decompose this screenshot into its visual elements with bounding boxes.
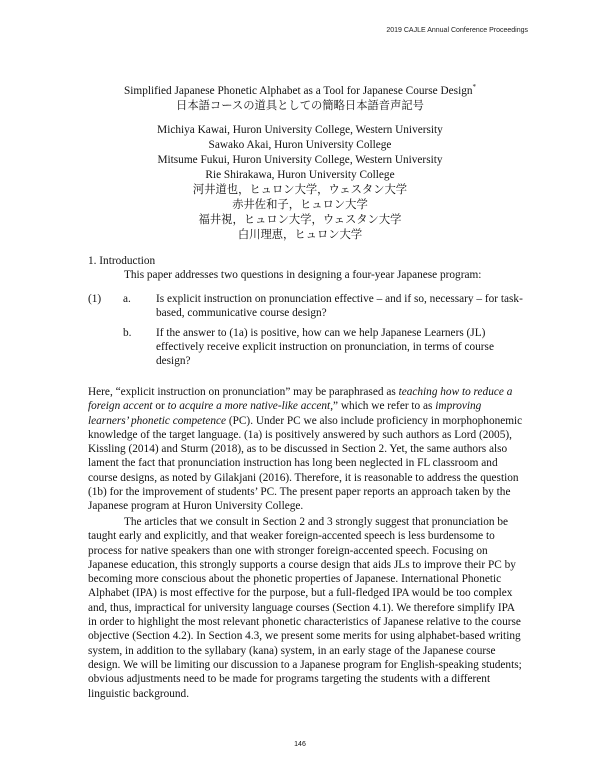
introduction-section [88, 254, 524, 283]
author-line: Rie Shirakawa, Huron University College [205, 169, 395, 181]
emphasis-text: improving learners’ phonetic competence [88, 400, 482, 427]
paragraph: Here, “explicit instruction on pronunciation” may be paraphrased as teaching how to reduce a foreign accent or to acquire a more native-like accent,” which we refer to as improving learners’ phonetic competence (PC). Under PC we also include proficiency in morphophonemic knowledge of the target language. (1a) is positively answered by such authors as Lord (2005), Kissling (2014) and Sturm (2018), as to be discussed in Section 2. Yet, the same authors also lament the fact that pronunciation instruction has long been neglected in FL classroom and course designs, as noted by Gilakjani (2016). Therefore, it is reasonable to address the question (1b) for the improvement of students’ PC. The present paper reports an approach taken by the Japanese program at Huron University College. [88, 386, 523, 513]
body-paragraph-2 [88, 515, 524, 701]
emphasis-text: to acquire a more native-like accent [167, 400, 331, 413]
author-line: Michiya Kawai, Huron University College, Western University [157, 124, 443, 136]
author-line: Mitsume Fukui, Huron University College, Western University [157, 154, 443, 166]
author-line: 赤井佐和子，ヒュロン大学 [232, 199, 368, 211]
question-list [88, 292, 524, 373]
title-english: Simplified Japanese Phonetic Alphabet as a Tool for Japanese Course Design* [124, 83, 476, 97]
author-line: Sawako Akai, Huron University College [208, 139, 392, 151]
running-header: 2019 CAJLE Annual Conference Proceedings [386, 27, 528, 34]
question-letter: a. [123, 293, 131, 305]
title-japanese: 日本語コースの道具としての簡略日本語音声記号 [176, 99, 424, 112]
section-heading: 1. Introduction [88, 255, 156, 267]
paragraph: The articles that we consult in Section 2 and 3 strongly suggest that pronunciation be taught early and explicitly, and that weaker foreign-accented speech is less burdensome to process for native speakers than one with stronger foreign-accented speech. Focusing on Japanese education, this strongly supports a course design that aids JLs to improve their PC by becoming more conscious about the phonetic properties of Japanese. International Phonetic Alphabet (IPA) is most effective for the purpose, but a full-fledged IPA would be too complex and, thus, impractical for university language courses (Section 4.1). We therefore simplify IPA in order to highlight the most relevant phonetic characteristics of Japanese relative to the course objective (Section 4.2). In Section 4.3, we present some merits for using alphabet-based writing system, in addition to the syllabary (kana) system, in an early stage of the Japanese course design. We will be limiting our discussion to a Japanese program for English-speaking students; obvious adjustments need to be made for programs targeting the students with a different linguistic background. [88, 516, 522, 700]
example-number: (1) [88, 293, 102, 305]
question-item [88, 292, 524, 321]
question-letter: b. [123, 326, 132, 339]
question-item [88, 326, 524, 369]
author-line: 白川理恵，ヒュロン大学 [237, 229, 363, 241]
question-text: If the answer to (1a) is positive, how can we help Japanese Learners (JL) effectively receive explicit instruction on pronunciation, in terms of course design? [156, 326, 494, 368]
author-line: 河井道也，ヒュロン大学，ウェスタン大学 [192, 184, 408, 196]
emphasis-text: teaching how to reduce a foreign accent [88, 386, 513, 413]
page-number: 146 [294, 741, 306, 748]
author-line: 福井視，ヒュロン大学，ウェスタン大学 [198, 214, 402, 226]
footnote-marker: * [472, 83, 476, 91]
question-text: Is explicit instruction on pronunciation effective – and if so, necessary – for task-based, communicative course design? [156, 293, 523, 320]
paper-title [0, 80, 600, 114]
section-lead: This paper addresses two questions in designing a four-year Japanese program: [124, 269, 482, 282]
author-block [0, 123, 600, 243]
body-paragraph-1 [88, 385, 524, 514]
